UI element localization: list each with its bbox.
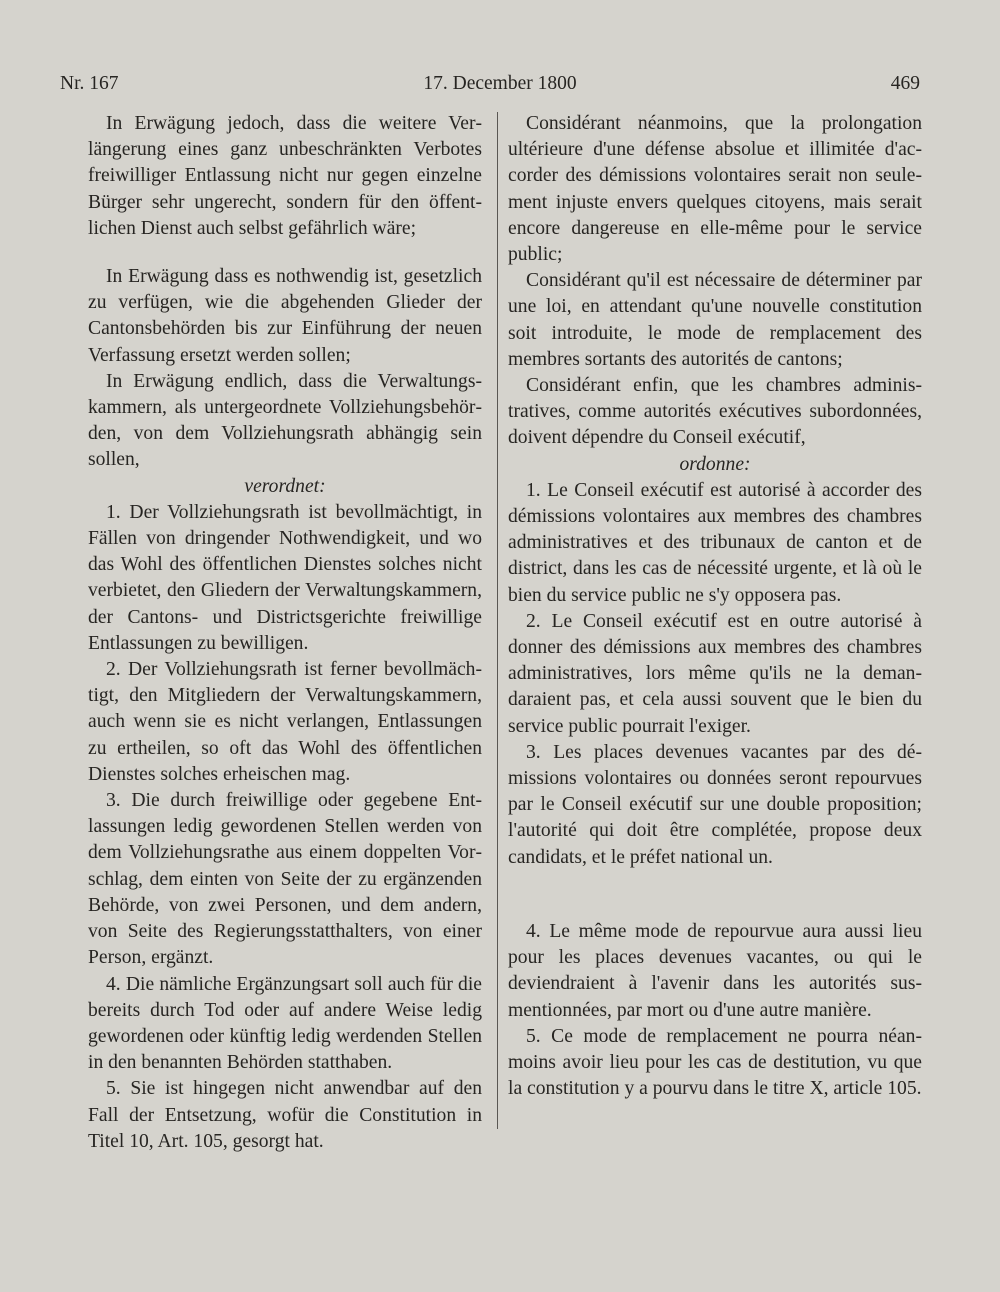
french-column bbox=[508, 111, 922, 1102]
french-paragraph-3: Considérant enfin, que les chambres administratives, comme autorités exécutives subordonnées, doivent dépendre du Conseil exécutif, bbox=[508, 375, 922, 449]
french-article-3: 3. Les places devenues vacantes par des démissions volontaires ou données seront repourvues par le Conseil exécutif sur une double proposition; l'autorité qui doit être complétée, propose deux candidats, et le préfet national un. bbox=[508, 741, 922, 868]
german-paragraph-2: In Erwägung dass es nothwendig ist, gesetzlich zu verfügen, wie die abgehenden Glieder der Cantonsbehörden bis zur Einführung der neuen Verfassung ersetzt werden sollen; bbox=[88, 266, 482, 366]
german-article-2: 2. Der Vollziehungsrath ist ferner bevollmächtigt, den Mitgliedern der Verwaltungskammern, auch wenn sie es nicht verlangen, Entlassungen zu ertheilen, so oft das Wohl des öffentlichen Dienstes solches erheischen mag. bbox=[88, 659, 482, 785]
german-decree-heading: verordnet: bbox=[244, 475, 326, 497]
french-article-4: 4. Le même mode de repourvue aura aussi lieu pour les places devenues vacantes, ou qui le deviendraient à l'avenir dans les autorités susmentionnées, par mort ou d'une autre manière. bbox=[508, 920, 922, 1021]
column-divider bbox=[497, 112, 498, 1129]
page-number: 469 bbox=[890, 73, 920, 94]
german-article-3: 3. Die durch freiwillige oder gegebene Entlassungen ledig gewordenen Stellen werden von dem Vollziehungsrathe aus einem doppelten Vorschlag, dem einten von Seite der zu ergänzenden Behörde, von zwei Personen, und dem andern, von Seite des Regierungsstatthalters, von einer Person, ergänzt. bbox=[88, 790, 482, 969]
german-paragraph-3: In Erwägung endlich, dass die Verwaltungskammern, als untergeordnete Vollziehungsbehörden, von dem Vollziehungsrath abhängig sein sollen, bbox=[88, 370, 482, 471]
french-article-1: 1. Le Conseil exécutif est autorisé à accorder des démissions volontaires aux membres des chambres administratives et des tribunaux de canton et de district, dans les cas de nécessité urgente, et là où le bien du service public ne s'y opposera pas. bbox=[508, 479, 922, 606]
german-article-1: 1. Der Vollziehungsrath ist bevollmächtigt, in Fällen von dringender Nothwendigkeit, und wo das Wohl des öffentlichen Dienstes solches nicht verbietet, den Gliedern der Verwaltungskammern, der Cantons- und Districtsgerichte freiwillige Entlassungen zu bewilligen. bbox=[88, 501, 482, 654]
french-paragraph-1: Considérant néanmoins, que la prolongation ultérieure d'une défense absolue et illimitée d'accorder des démissions volontaires serait non seulement injuste envers quelques citoyens, mais serait encore dangereuse en elle-même pour le service public; bbox=[508, 113, 922, 266]
french-paragraph-2: Considérant qu'il est nécessaire de déterminer par une loi, en attendant qu'une nouvelle constitution soit introduite, le mode de remplacement des membres sortants des autorités de cantons; bbox=[508, 270, 922, 370]
german-article-4: 4. Die nämliche Ergänzungsart soll auch für die bereits durch Tod oder auf andere Weise ledig gewordenen oder künftig ledig werdenden Stellen in den benannten Behörden statthaben. bbox=[88, 973, 482, 1074]
french-article-5: 5. Ce mode de remplacement ne pourra néanmoins avoir lieu pour les cas de destitution, vu que la constitution y a pourvu dans le titre X, article 105. bbox=[508, 1025, 922, 1100]
french-decree-heading: ordonne: bbox=[679, 453, 751, 475]
document-number: Nr. 167 bbox=[60, 73, 119, 94]
german-column bbox=[88, 111, 482, 1155]
german-article-5: 5. Sie ist hingegen nicht anwendbar auf den Fall der Entsetzung, wofür die Constitution in Titel 10, Art. 105, gesorgt hat. bbox=[88, 1078, 482, 1152]
french-article-2: 2. Le Conseil exécutif est en outre autorisé à donner des démissions aux membres des chambres administratives, lors même qu'ils ne la demandaraient pas, et cela aussi souvent que le bien du service public pourrait l'exiger. bbox=[508, 610, 922, 737]
german-paragraph-1: In Erwägung jedoch, dass die weitere Verlängerung eines ganz unbeschränkten Verbotes freiwilliger Entlassung nicht nur gegen einzelne Bürger sehr ungerecht, sondern für den öffentlichen Dienst auch selbst gefährlich wäre; bbox=[88, 113, 482, 239]
document-date: 17. December 1800 bbox=[423, 73, 577, 94]
